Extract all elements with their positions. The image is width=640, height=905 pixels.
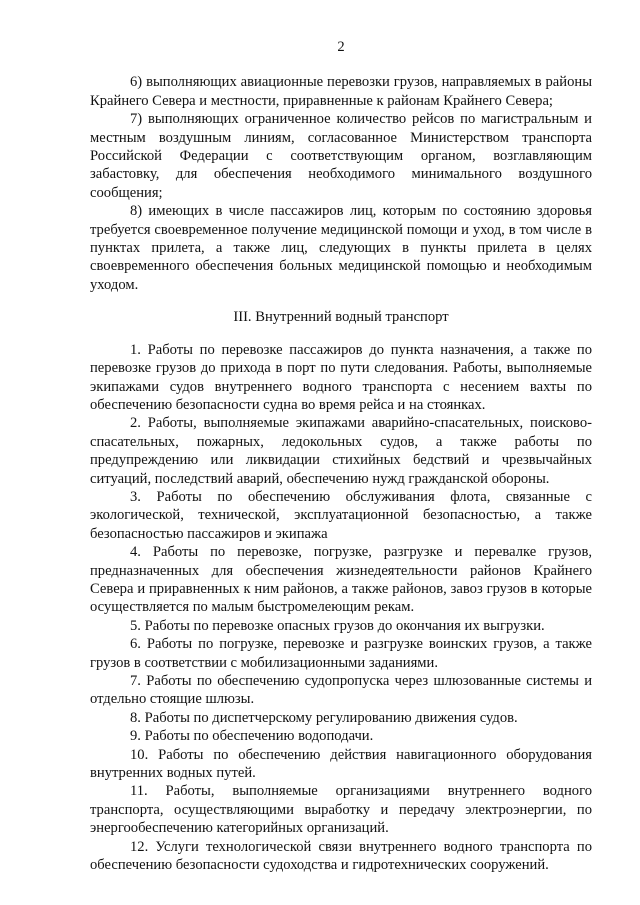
section-item: 6. Работы по погрузке, перевозке и разгрузке воинских грузов, а также грузов в соответствии с мобилизационными заданиями.	[90, 636, 592, 671]
list-continuation	[90, 73, 592, 294]
section-item: 4. Работы по перевозке, погрузке, разгрузке и перевалке грузов, предназначенных для обеспечения жизнедеятельности районов Крайнего Севера и приравненных к ним районов, а также районов, завоз грузов в которые осуществляется по малым быстромелеющим рекам.	[90, 544, 592, 616]
section-item: 10. Работы по обеспечению действия навигационного оборудования внутренних водных путей.	[90, 746, 592, 782]
section-item: 3. Работы по обеспечению обслуживания флота, связанные с экологической, технической, эксплуатационной безопасностью, а также безопасностью пассажиров и экипажа	[90, 488, 592, 542]
section-item: 11. Работы, выполняемые организациями внутреннего водного транспорта, осуществляющими выработку и передачу электроэнергии, по энергообеспечению категорийных организаций.	[90, 783, 592, 837]
section-item: 8. Работы по диспетчерскому регулированию движения судов.	[130, 709, 518, 726]
page-number: 2	[337, 39, 345, 55]
section-heading: III. Внутренний водный транспорт	[233, 309, 449, 326]
section-item: 12. Услуги технологической связи внутреннего водного транспорта по обеспечению безопасности судоходства и гидротехнических сооружений.	[90, 838, 592, 874]
list-item: 8) имеющих в числе пассажиров лиц, которым по состоянию здоровья требуется своевременное получение медицинской помощи и уход, в том числе в пунктах прилета, а также лиц, следующих в пункты прилета в целях своевременного обеспечения больных медицинской помощью и необходимым уходом.	[90, 203, 592, 293]
section-item: 9. Работы по обеспечению водоподачи.	[130, 728, 374, 745]
section-body	[90, 341, 592, 875]
section-item: 1. Работы по перевозке пассажиров до пункта назначения, а также по перевозке грузов до прихода в порт по пути следования. Работы, выполняемые экипажами судов внутреннего водного транспорта с несением вахты по обеспечению безопасности судна во время рейса и на стоянках.	[90, 341, 592, 413]
section-item: 5. Работы по перевозке опасных грузов до окончания их выгрузки.	[130, 617, 545, 634]
section-item: 2. Работы, выполняемые экипажами аварийно-спасательных, поисково-спасательных, пожарных, ледокольных судов, а также работы по предупреждению или ликвидации стихийных бедствий и чрезвычайных ситуаций, последствий аварий, обеспечению нужд гражданской обороны.	[90, 415, 592, 487]
section-item: 7. Работы по обеспечению судопропуска через шлюзованные системы и отдельно стоящие шлюзы.	[90, 673, 592, 708]
list-item: 7) выполняющих ограниченное количество рейсов по магистральным и местным воздушным линиям, согласованное Министерством транспорта Российской Федерации с соответствующим органом, возглавляющим забастовку, для обеспечения необходимого минимального воздушного сообщения;	[90, 111, 592, 201]
list-item: 6) выполняющих авиационные перевозки грузов, направляемых в районы Крайнего Севера и местности, приравненные к районам Крайнего Севера;	[90, 74, 592, 109]
